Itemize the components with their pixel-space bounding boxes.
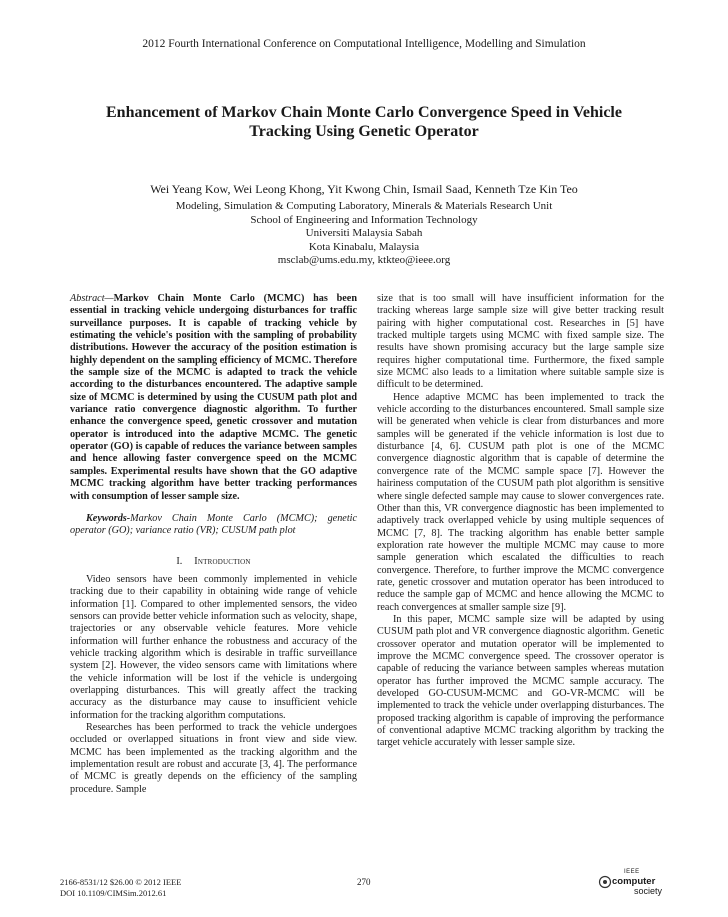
logo-computer-text: computer	[612, 876, 656, 887]
intro-paragraph-4: Hence adaptive MCMC has been implemented to track the vehicle according to the disturbances encountered. Small sample size will be generated when vehicle is clear from disturbances and more samples will be generated if the vehicle information is lost due to disturbance [4, 6]. CUSUM path plot is one of the MCMC convergence diagnostic algorithm that is capable of determine the convergence rate of the MCMC sample space [7]. However the hairiness computation of the CUSUM path plot algorithm is sensitive where single defected sample may cause to slower convergences rate. Other than this, VR convergence diagnostic has been implemented to adaptively track overlapped vehicle by using multiple sequences of MCMC [7, 8]. The tracking algorithm has enable better sample exploration rate however the multiple MCMC may cause to more sample generation which escalated the difficulties to reach convergence. Therefore, to further improve the MCMC convergence rate, genetic crossover and mutation operator has been introduced to reduce the sample gap of MCMC and hence allowing the MCMC to reach convergences at smaller sample size [9].	[377, 391, 664, 613]
intro-paragraph-1: Video sensors have been commonly implemented in vehicle tracking due to their capability in obtaining wide range of vehicle information [1]. Compared to other implemented sensors, the video sensors can provide better vehicle information such as velocity, shape, trajectories or any observable vehicle features. More vehicle information will further enhance the robustness and accuracy of the vehicle tracking algorithm which is desirable in traffic surveillance system [2]. However, the video sensors came with limitations where the vehicle information will be lost if the vehicle is undergoing overlapping disturbances. This will greatly affect the tracking accuracy as the disturbance may cause to insufficient vehicle information for the tracking algorithm computations.	[70, 573, 357, 721]
right-column	[377, 293, 664, 750]
affiliation-lab: Modeling, Simulation & Computing Laboratory, Minerals & Materials Research Unit	[175, 200, 553, 212]
affiliation-email: msclab@ums.edu.my, ktkteo@ieee.org	[277, 254, 451, 267]
section-number: I.	[176, 555, 183, 567]
keywords	[70, 513, 357, 538]
affiliation-university: Universiti Malaysia Sabah	[305, 227, 423, 240]
intro-paragraph-5: In this paper, MCMC sample size will be adapted by using CUSUM path plot and VR convergence diagnostic algorithm. Genetic crossover operator and mutation operator will be implemented to improve the MCMC convergence speed. The crossover operator is capable of reducing the variance between samples whereas mutation operator has further improved the MCMC sample accuracy. The developed GO-CUSUM-MCMC and GO-VR-MCMC will be implemented to track the vehicle under overlapping disturbances. The proposed tracking algorithm is capable of improving the performance of conventional adaptive MCMC tracking algorithm by tracking the target vehicle accurately with lesser sample size.	[377, 613, 664, 749]
paper-title-line-2: Tracking Using Genetic Operator	[249, 123, 479, 140]
section-title: Introduction	[194, 555, 251, 567]
paper-title	[60, 103, 668, 141]
footer-doi: DOI 10.1109/CIMSim.2012.61	[60, 888, 167, 898]
footer-copyright	[60, 877, 181, 899]
logo-ieee-text: IEEE	[624, 869, 640, 875]
paper-title-line-1: Enhancement of Markov Chain Monte Carlo Convergence Speed in Vehicle	[106, 104, 622, 121]
intro-paragraph-2: Researches has been performed to track the vehicle undergoes occluded or overlapped situations in front view and side view. MCMC has been implemented as the tracking algorithm and the implementation result are robust and accurate [3, 4]. The performance of MCMC is greatly depends on the efficiency of the sampling procedure. Sample	[70, 722, 357, 795]
paper-authors: Wei Yeang Kow, Wei Leong Khong, Yit Kwong Chin, Ismail Saad, Kenneth Tze Kin Teo	[150, 182, 578, 196]
footer-issn: 2166-8531/12 $26.00 © 2012 IEEE	[60, 877, 182, 887]
ieee-computer-society-logo	[598, 869, 668, 899]
affiliation-school: School of Engineering and Information Technology	[250, 213, 478, 226]
abstract-text: Markov Chain Monte Carlo (MCMC) has been essential in tracking vehicle undergoing disturbances for traffic surveillance purposes. It is capable of tracking vehicle by estimating the vehicle's position with the sampling of probability distributions. However the accuracy of the position estimation is highly dependent on the sampling efficiency of MCMC. Therefore the sample size of the MCMC is adapted to track the vehicle according to the disturbances encountered. The adaptive sample size of MCMC is determined by using the CUSUM path plot and variance ratio convergence diagnostic algorithm. To further enhance the convergence speed, genetic crossover and mutation operator is introduced into the adaptive MCMC. The genetic operator (GO) is capable of reduces the variance between samples and hence allowing faster convergence speed on the MCMC samples. Experimental results have shown that the GO adaptive MCMC tracking algorithm have better tracking performances with consumption of lesser sample size.	[70, 293, 357, 502]
affiliation-block	[0, 200, 728, 268]
affiliation-location: Kota Kinabalu, Malaysia	[308, 240, 420, 253]
page-number: 270	[357, 877, 371, 887]
section-heading-introduction	[70, 556, 357, 568]
computer-society-emblem-icon	[598, 875, 612, 889]
abstract-lead: Abstract—	[70, 293, 114, 304]
intro-paragraph-3: size that is too small will have insufficient information for the tracking whereas large sample size will give better tracking result pairing with higher computational cost. Researches in [5] have tracked multiple targets using MCMC with fixed sample size. The results have shown promising accuracy but the large sample size requires higher computational time. Furthermore, the fixed sample size MCMC also leads to a limitation where suitable sample size is difficult to be determined.	[377, 293, 664, 391]
keywords-text: Markov Chain Monte Carlo (MCMC); genetic operator (GO); variance ratio (VR); CUSUM path plot	[70, 512, 357, 537]
conference-header: 2012 Fourth International Conference on Computational Intelligence, Modelling and Simulation	[142, 38, 586, 50]
left-column	[70, 293, 357, 796]
logo-society-text: society	[634, 886, 663, 896]
keywords-lead: Keywords-	[86, 512, 131, 524]
abstract	[70, 293, 357, 503]
